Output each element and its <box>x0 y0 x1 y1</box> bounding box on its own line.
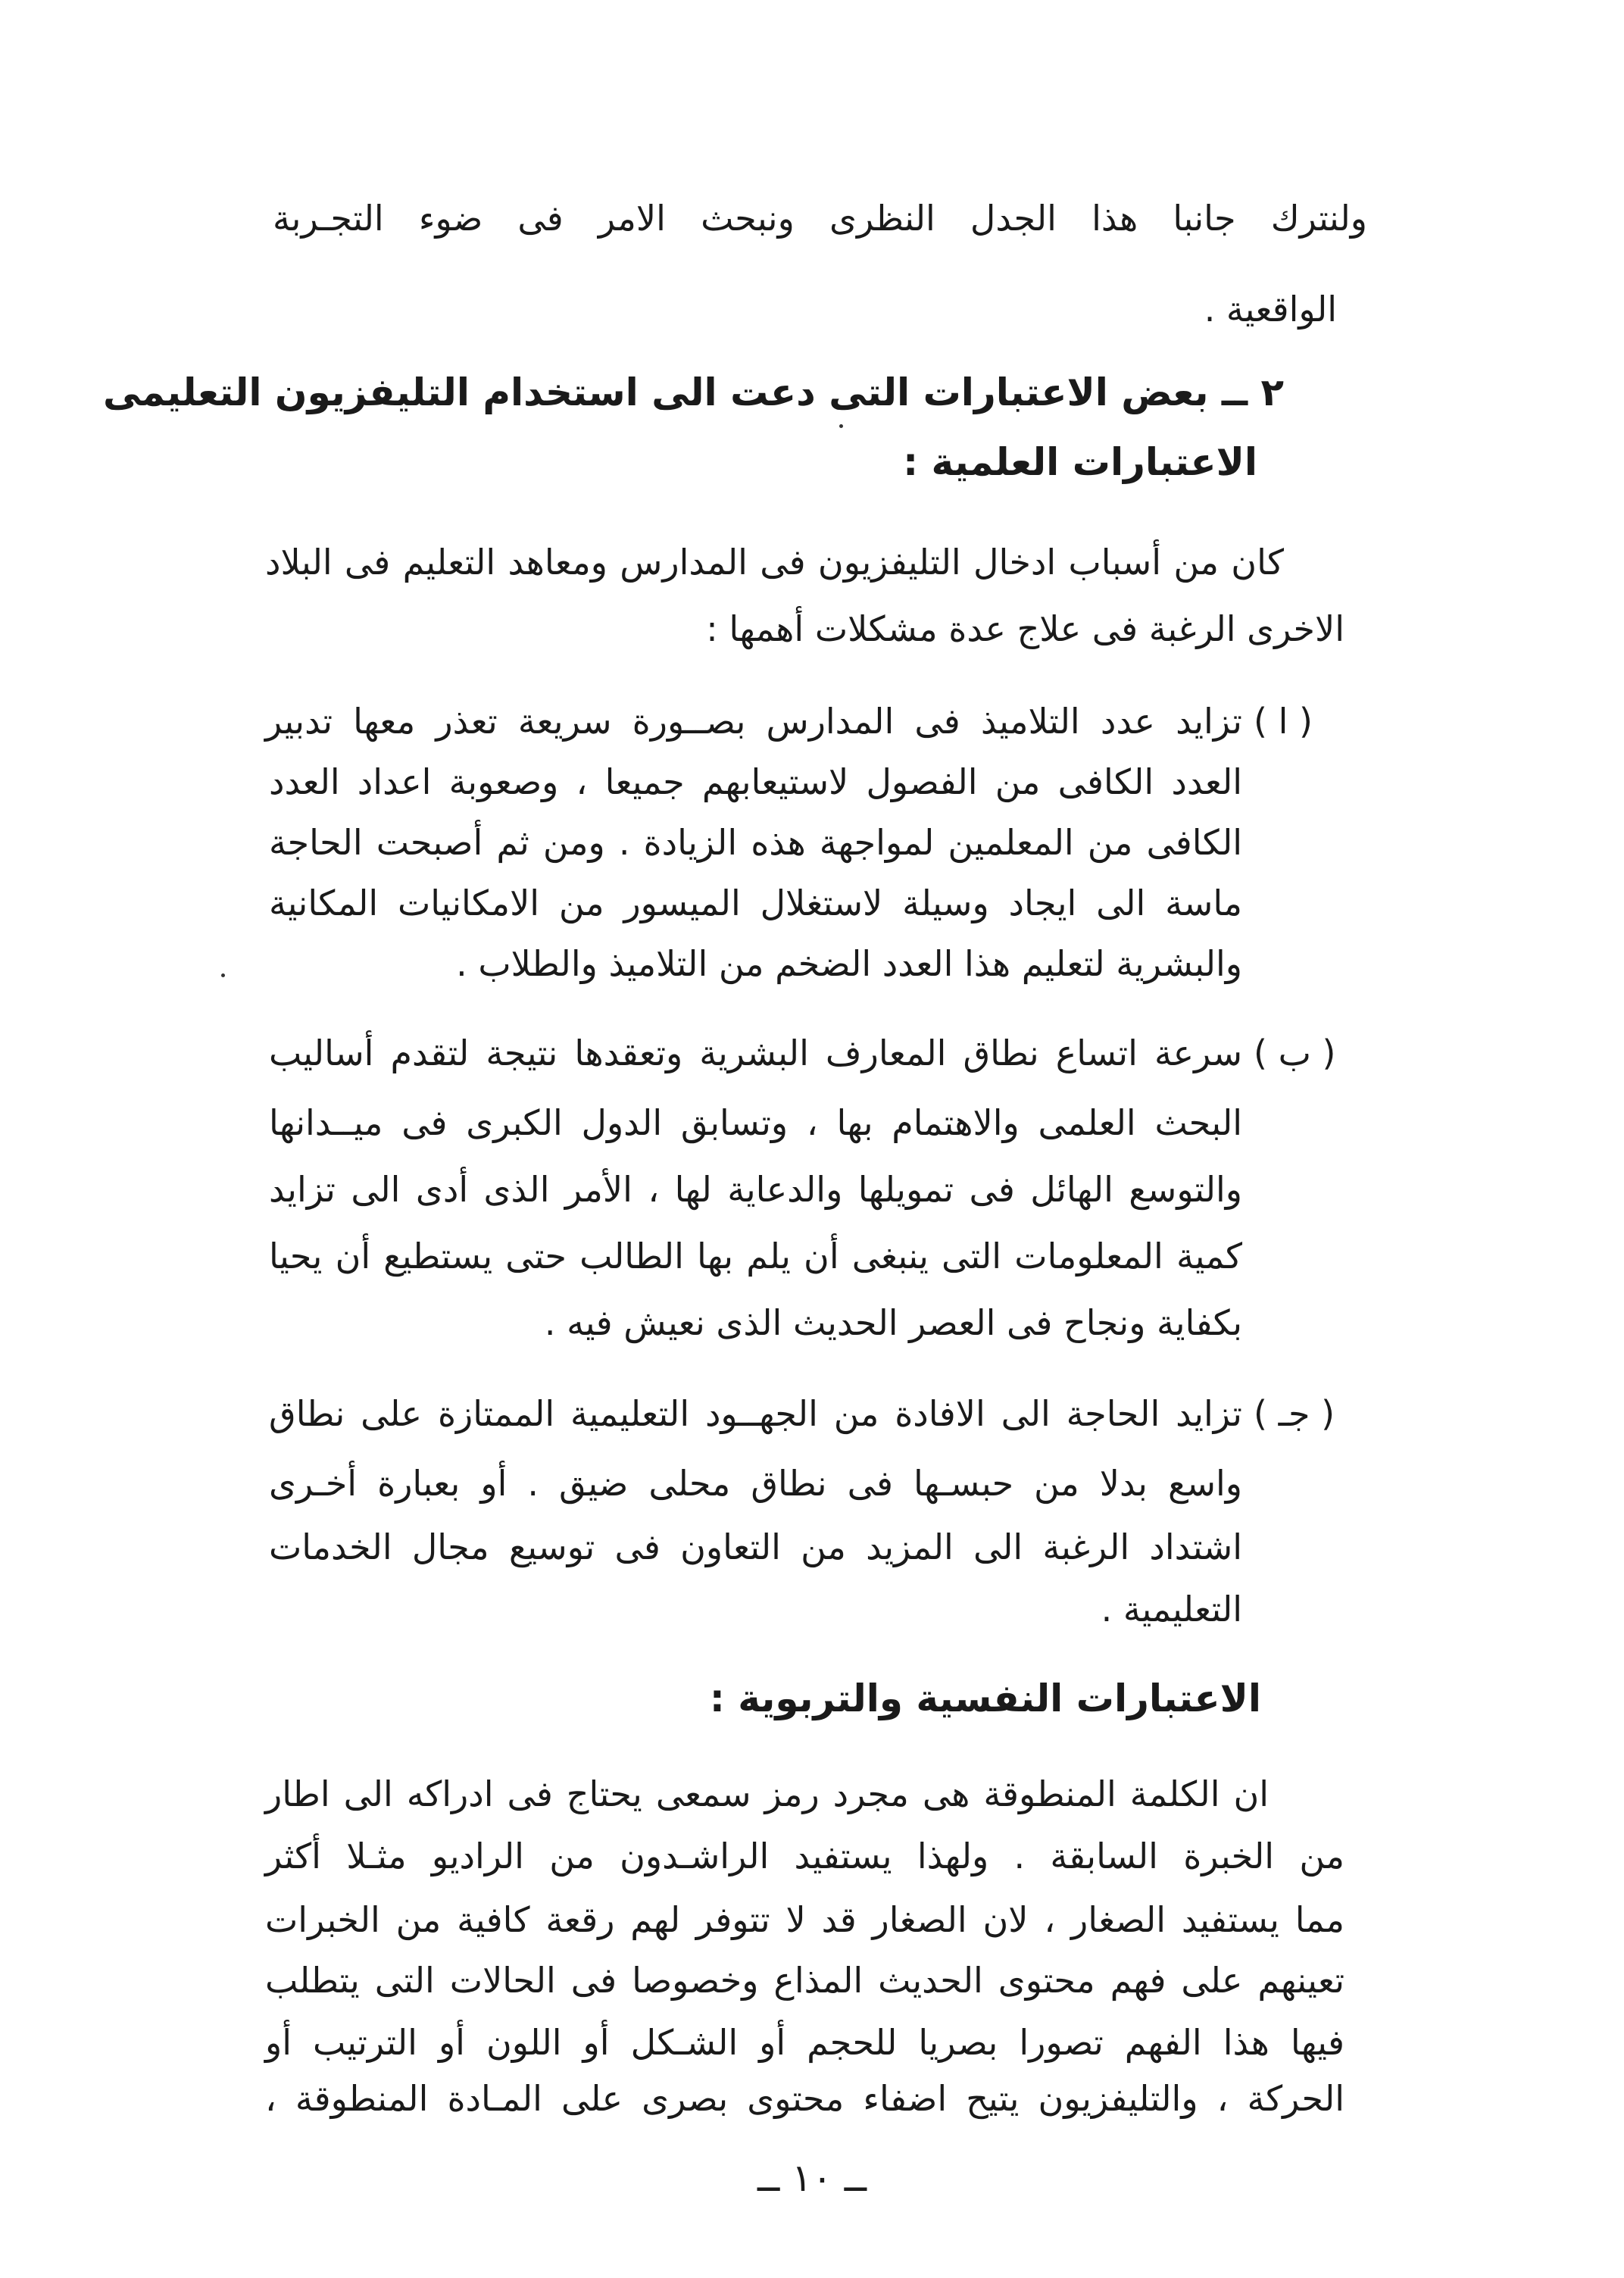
intro-line-2: الواقعية . <box>1204 289 1337 330</box>
item-b-line-4: كمية المعلومات التى ينبغى أن يلم بها الطالب حتى يستطيع أن يحيا <box>269 1236 1242 1276</box>
section-subheading: الاعتبارات العلمية : <box>903 440 1257 484</box>
intro-line-1: ولنترك جانبا هذا الجدل النظرى ونبحث الامر فى ضوء التجـربة <box>273 198 1367 239</box>
psych-line-2: من الخبرة السابقة . ولهذا يستفيد الراشـدون من الراديو مثـلا أكثر <box>265 1836 1344 1876</box>
item-b-line-5: بكفاية ونجاح فى العصر الحديث الذى نعيش فيه . <box>544 1302 1242 1343</box>
psych-line-4: تعينهم على فهم محتوى الحديث المذاع وخصوصا فى الحالات التى يتطلب <box>265 1960 1344 2001</box>
scan-speck <box>221 973 225 977</box>
psych-heading: الاعتبارات النفسية والتربوية : <box>709 1676 1261 1720</box>
item-a-line-3: الكافى من المعلمين لمواجهة هذه الزيادة . ومن ثم أصبحت الحاجة <box>269 822 1242 863</box>
item-c-line-4: التعليمية . <box>1101 1589 1242 1630</box>
item-a-marker: ( ا ) <box>1254 701 1313 742</box>
psych-line-3: مما يستفيد الصغار ، لان الصغار قد لا تتوفر لهم رقعة كافية من الخبرات <box>265 1899 1344 1940</box>
item-c-line-1: تزايد الحاجة الى الافادة من الجهــود التعليمية الممتازة على نطاق <box>269 1393 1242 1434</box>
item-c-marker: ( جـ ) <box>1254 1393 1335 1434</box>
section-heading: ٢ ــ بعض الاعتبارات التى دعت الى استخدام التليفزيون التعليمى <box>103 370 1284 414</box>
item-a-line-1: تزايد عدد التلاميذ فى المدارس بصــورة سريعة تعذر معها تدبير <box>265 701 1242 742</box>
psych-line-1: ان الكلمة المنطوقة هى مجرد رمز سمعى يحتاج فى ادراكه الى اطار <box>265 1773 1269 1814</box>
scan-speck <box>839 424 843 428</box>
item-b-line-3: والتوسع الهائل فى تمويلها والدعاية لها ، الأمر الذى أدى الى تزايد <box>269 1169 1242 1210</box>
item-a-line-4: ماسة الى ايجاد وسيلة لاستغلال الميسور من الامكانيات المكانية <box>269 883 1242 923</box>
item-b-line-1: سرعة اتساع نطاق المعارف البشرية وتعقدها نتيجة لتقدم أساليب <box>269 1033 1242 1073</box>
item-c-line-3: اشتداد الرغبة الى المزيد من التعاون فى توسيع مجال الخدمات <box>269 1526 1242 1567</box>
psych-line-5: فيها هذا الفهم تصورا بصريا للحجم أو الشـكل أو اللون أو الترتيب أو <box>265 2022 1344 2063</box>
section-paragraph-line-2: الاخرى الرغبة فى علاج عدة مشكلات أهمها : <box>706 608 1344 649</box>
item-b-line-2: البحث العلمى والاهتمام بها ، وتسابق الدول الكبرى فى ميــدانها <box>269 1102 1242 1143</box>
psych-line-6: الحركة ، والتليفزيون يتيح اضفاء محتوى بصرى على المـادة المنطوقة ، <box>265 2078 1344 2119</box>
item-a-line-2: العدد الكافى من الفصول لاستيعابهم جميعا ، وصعوبة اعداد العدد <box>269 761 1242 802</box>
item-c-line-2: واسع بدلا من حبسـها فى نطاق محلى ضيق . أو بعبارة أخـرى <box>269 1463 1242 1504</box>
item-a-line-5: والبشرية لتعليم هذا العدد الضخم من التلاميذ والطلاب . <box>456 943 1242 984</box>
section-paragraph-line-1: كان من أسباب ادخال التليفزيون فى المدارس ومعاهد التعليم فى البلاد <box>265 542 1284 583</box>
item-b-marker: ( ب ) <box>1254 1033 1336 1073</box>
page-number: ــ ١٠ ــ <box>757 2156 867 2200</box>
